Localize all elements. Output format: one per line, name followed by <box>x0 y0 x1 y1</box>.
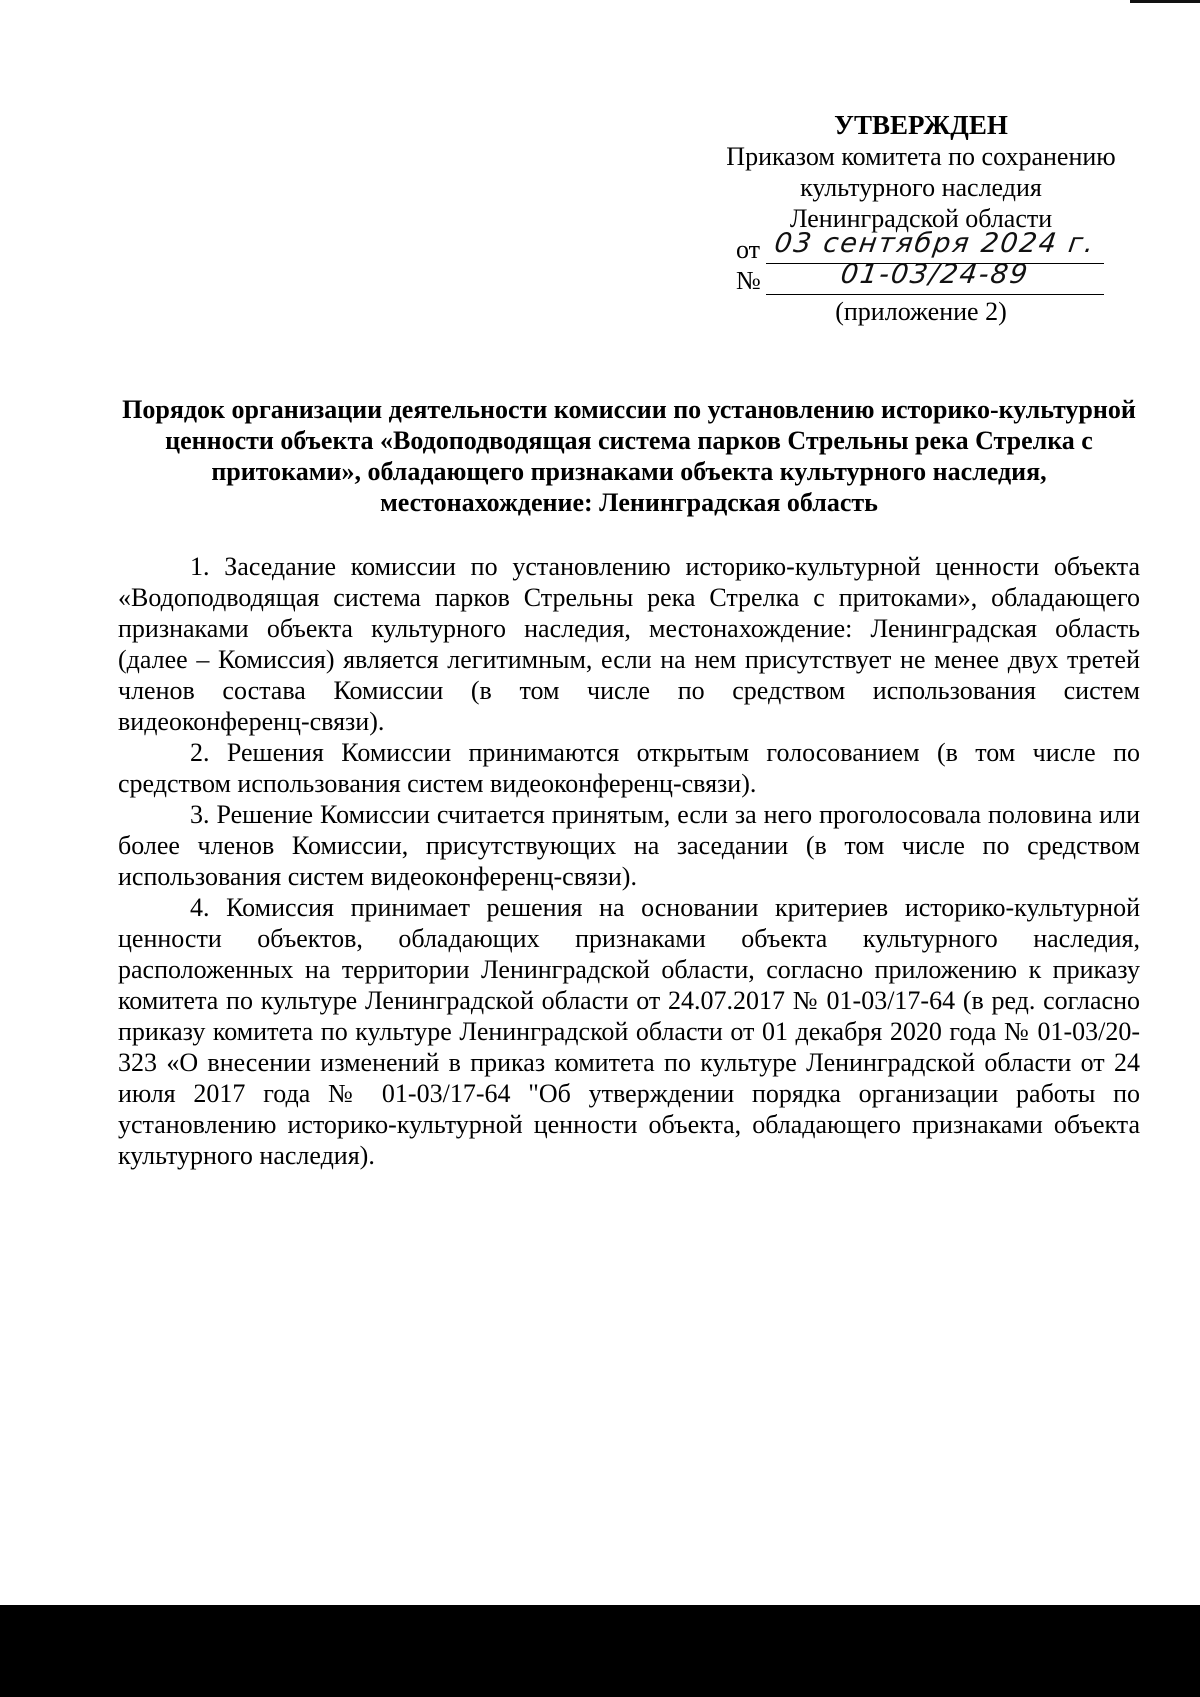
number-prefix: № <box>736 266 761 295</box>
approval-line-2: культурного наследия <box>800 173 1042 202</box>
approval-block <box>690 110 1152 327</box>
approval-line-1: Приказом комитета по сохранению <box>726 142 1116 171</box>
document-body <box>118 551 1140 1171</box>
approval-attachment: (приложение 2) <box>835 297 1007 326</box>
date-prefix: от <box>736 235 761 264</box>
number-fill <box>766 259 1104 295</box>
document-title: Порядок организации деятельности комиссии по установлению историко-культурной ценности объекта «Водоподводящая система парков Стрельны река Стрелка с притоками», обладающего признаками объекта культурного наследия, местонахождение: Ленинградская область <box>122 395 1136 517</box>
approval-line-3: Ленинградской области <box>789 204 1053 233</box>
handwritten-number: 01-03/24-89 <box>838 259 1032 290</box>
approval-number-line <box>690 259 1152 296</box>
scan-edge-bottom <box>0 1605 1200 1697</box>
paragraph-3: 3. Решение Комиссии считается принятым, если за него проголосовала половина или более членов Комиссии, присутствующих на заседании (в том числе по средством использования систем видеоконференц-связи). <box>118 800 1140 891</box>
paragraph-4: 4. Комиссия принимает решения на основании критериев историко-культурной ценности объектов, обладающих признаками объекта культурного наследия, расположенных на территории Ленинградской области, согласно приложению к приказу комитета по культуре Ленинградской области от 24.07.2017 № 01-03/17-64 (в ред. согласно приказу комитета по культуре Ленинградской области от 01 декабря 2020 года № 01-03/20-323 «О внесении изменений в приказ комитета по культуре Ленинградской области от 24 июля 2017 года № 01-03/17-64 "Об утверждении порядка организации работы по установлению историко-культурной ценности объекта, обладающего признаками объекта культурного наследия). <box>118 893 1140 1170</box>
handwritten-date: 03 сентября 2024 г. <box>772 228 1098 259</box>
approval-title: УТВЕРЖДЕН <box>834 110 1008 140</box>
paragraph-1: 1. Заседание комиссии по установлению историко-культурной ценности объекта «Водоподводящая система парков Стрельны река Стрелка с притоками», обладающего признаками объекта культурного наследия, местонахождение: Ленинградская область (далее – Комиссия) является легитимным, если на нем присутствует не менее двух третей членов состава Комиссии (в том числе по средством использования систем видеоконференц-связи). <box>118 552 1140 736</box>
scan-edge-top <box>1130 0 1200 3</box>
paragraph-2: 2. Решения Комиссии принимаются открытым голосованием (в том числе по средством использования систем видеоконференц-связи). <box>118 738 1140 798</box>
